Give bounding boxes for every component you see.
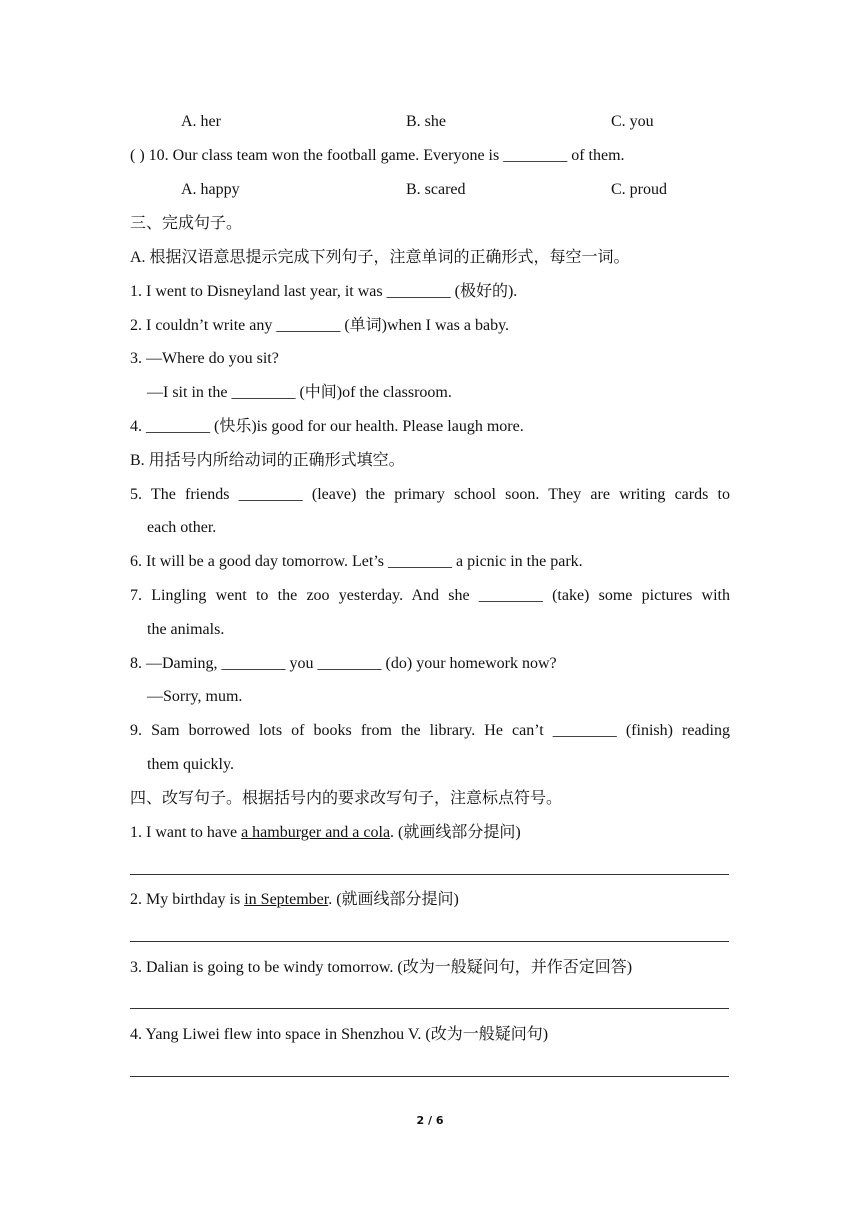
- page-number: 2 / 6: [416, 1114, 444, 1127]
- q10-stem: ( ) 10. Our class team won the football game. Everyone is ________ of them.: [130, 147, 625, 164]
- section3-q2: 2. I couldn’t write any ________ (单词)when I was a baby.: [130, 317, 510, 334]
- q10-option-c: C. proud: [611, 181, 667, 198]
- section3-q6: 6. It will be a good day tomorrow. Let’s ________ a picnic in the park.: [130, 553, 583, 570]
- section3-q1: 1. I went to Disneyland last year, it was ________ (极好的).: [130, 283, 518, 300]
- section3-title: 三、完成句子。: [130, 215, 243, 232]
- section4-q1-text-pre: 1. I want to have: [130, 824, 242, 841]
- q10-option-b: B. scared: [406, 181, 466, 198]
- section4-q2-answer-line: [130, 941, 729, 942]
- q10-option-a: A. happy: [181, 181, 240, 198]
- q9-option-a: A. her: [181, 113, 221, 130]
- section3-q8-question: 8. —Daming, ________ you ________ (do) your homework now?: [130, 655, 557, 672]
- section3-q9-line2: them quickly.: [147, 756, 234, 773]
- section4-q1-answer-line: [130, 874, 729, 875]
- section3-q3-question: 3. —Where do you sit?: [130, 350, 279, 367]
- section4-q4-answer-line: [130, 1076, 729, 1077]
- section3-q5-line2: each other.: [147, 519, 217, 536]
- section3-q7-line1: 7. Lingling went to the zoo yesterday. And she ________ (take) some pictures with: [130, 587, 730, 604]
- section3-q8-answer: —Sorry, mum.: [147, 688, 243, 705]
- q9-option-c: C. you: [611, 113, 654, 130]
- section3-part-a-instruction: A. 根据汉语意思提示完成下列句子，注意单词的正确形式，每空一词。: [130, 249, 630, 266]
- section4-q1: [130, 823, 521, 843]
- section4-q2-text-pre: 2. My birthday is: [130, 891, 245, 908]
- q9-option-b: B. she: [406, 113, 446, 130]
- section4-q2-underlined: in September: [244, 891, 329, 908]
- section4-q3-answer-line: [130, 1008, 729, 1009]
- section4-q2-text-post: . (就画线部分提问): [328, 891, 459, 908]
- section3-q7-line2: the animals.: [147, 621, 225, 638]
- section3-q3-answer: —I sit in the ________ (中间)of the classroom.: [147, 384, 452, 401]
- section3-q4: 4. ________ (快乐)is good for our health. Please laugh more.: [130, 418, 524, 435]
- section4-q4: 4. Yang Liwei flew into space in Shenzhou V. (改为一般疑问句): [130, 1026, 549, 1043]
- section4-q1-text-post: . (就画线部分提问): [390, 824, 521, 841]
- section4-q1-underlined: a hamburger and a cola: [241, 824, 391, 841]
- section4-q2: [130, 890, 459, 910]
- section3-q5-line1: 5. The friends ________ (leave) the primary school soon. They are writing cards to: [130, 486, 730, 503]
- section3-part-b-instruction: B. 用括号内所给动词的正确形式填空。: [130, 452, 405, 469]
- section3-q9-line1: 9. Sam borrowed lots of books from the library. He can’t ________ (finish) reading: [130, 722, 730, 739]
- section4-title: 四、改写句子。根据括号内的要求改写句子，注意标点符号。: [130, 790, 563, 807]
- section4-q3: 3. Dalian is going to be windy tomorrow. (改为一般疑问句，并作否定回答): [130, 959, 633, 976]
